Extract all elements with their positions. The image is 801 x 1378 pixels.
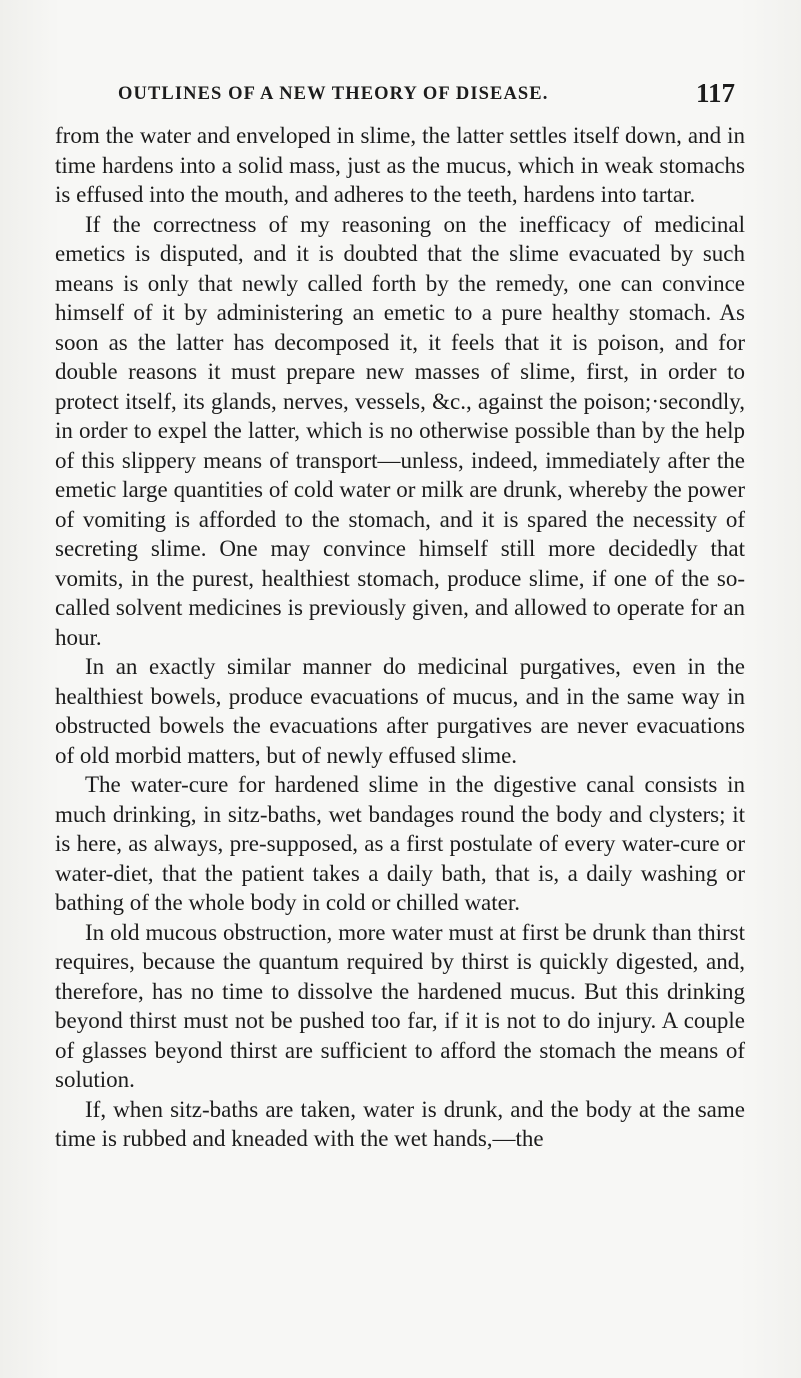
running-head bbox=[118, 80, 735, 114]
paragraph: If, when sitz-baths are taken, water is drunk, and the body at the same time is rubbed and kneaded with the wet hands,—the bbox=[55, 1096, 745, 1151]
paragraph: In old mucous obstruction, more water must at first be drunk than thirst requires, because the quantum required by thirst is quickly digested, and, therefore, has no time to dissolve the hardened mucus. But this drinking beyond thirst must not be pushed too far, if it is not to do injury. A couple of glasses beyond thirst are sufficient to afford the stomach the means of solution. bbox=[55, 919, 745, 1092]
paragraph-continued: from the water and enveloped in slime, the latter settles itself down, and in time hardens into a solid mass, just as the mucus, which in weak stomachs is effused into the mouth, and adheres to the teeth, hardens into tartar. bbox=[55, 123, 745, 207]
running-title: OUTLINES OF A NEW THEORY OF DISEASE. bbox=[118, 84, 549, 104]
page-number: 117 bbox=[695, 78, 735, 108]
paragraph: In an exactly similar manner do medicinal purgatives, even in the healthiest bowels, produce evacuations of mucus, and in the same way in obstructed bowels the evacuations after purgatives are never evacuations of old morbid matters, but of newly effused slime. bbox=[55, 654, 745, 768]
body-text bbox=[55, 121, 745, 1154]
paragraph: The water-cure for hardened slime in the digestive canal consists in much drinking, in sitz-baths, wet bandages round the body and clysters; it is here, as always, pre-supposed, as a first postulate of every water-cure or water-diet, that the patient takes a daily bath, that is, a daily washing or bathing of the whole body in cold or chilled water. bbox=[55, 772, 745, 915]
paragraph: If the correctness of my reasoning on the inefficacy of medicinal emetics is disputed, and it is doubted that the slime evacuated by such means is only that newly called forth by the remedy, one can convince himself of it by administering an emetic to a pure healthy stomach. As soon as the latter has decomposed it, it feels that it is poison, and for double reasons it must prepare new masses of slime, first, in order to protect itself, its glands, nerves, vessels, &c., against the poison;·secondly, in order to expel the latter, which is no otherwise possible than by the help of this slippery means of transport—unless, indeed, immediately after the emetic large quantities of cold water or milk are drunk, whereby the power of vomiting is afforded to the stomach, and it is spared the necessity of secreting slime. One may convince himself still more decidedly that vomits, in the purest, healthiest stomach, produce slime, if one of the so-called solvent medicines is previously given, and allowed to operate for an hour. bbox=[55, 211, 745, 650]
